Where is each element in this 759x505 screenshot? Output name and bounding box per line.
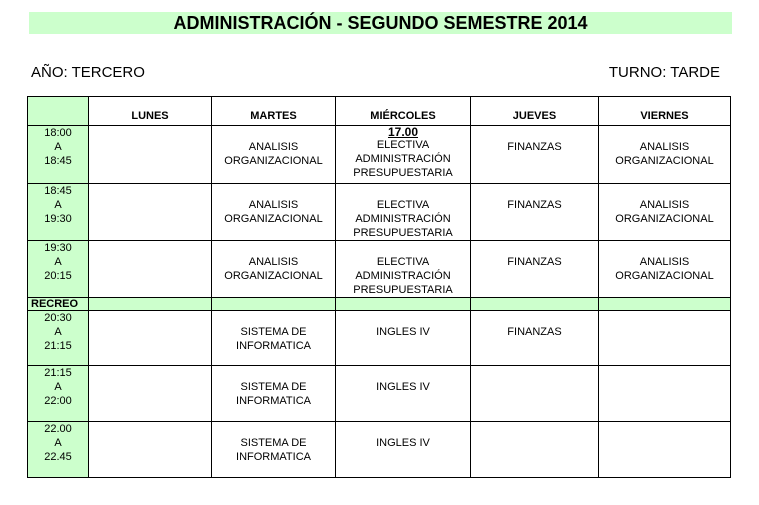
class-cell	[336, 422, 471, 478]
time-slot-row	[28, 366, 731, 422]
cell-text: 21:15	[44, 367, 72, 379]
day-header: LUNES	[89, 97, 212, 126]
corner-cell	[28, 97, 89, 126]
cell-text: ANALISIS	[639, 141, 690, 153]
class-cell	[471, 366, 599, 422]
cell-text: A	[54, 199, 62, 211]
class-cell	[212, 422, 336, 478]
cell-text: A	[54, 437, 62, 449]
header-row	[28, 97, 731, 126]
cell-text: 20:30	[44, 312, 72, 324]
cell-text: 22.00	[44, 423, 72, 435]
break-label: RECREO	[28, 298, 89, 311]
cell-text: SISTEMA DE	[240, 437, 307, 449]
class-cell	[336, 241, 471, 298]
cell-text: SISTEMA DE	[240, 381, 307, 393]
cell-text: PRESUPUESTARIA	[353, 227, 453, 239]
cell-text: PRESUPUESTARIA	[353, 284, 453, 296]
class-cell	[89, 311, 212, 366]
class-cell	[599, 366, 731, 422]
cell-text: 18:45	[44, 155, 72, 167]
class-cell	[212, 241, 336, 298]
cell-text: ELECTIVA	[376, 139, 430, 151]
cell-text: A	[54, 326, 62, 338]
cell-text: ANALISIS	[248, 256, 299, 268]
time-cell	[28, 366, 89, 422]
time-note: 17.00	[387, 125, 419, 139]
cell-text: SISTEMA DE	[240, 326, 307, 338]
class-cell	[336, 366, 471, 422]
break-cell	[599, 298, 731, 311]
cell-text: 20:15	[44, 270, 72, 282]
cell-text: INFORMATICA	[236, 395, 311, 407]
time-slot-row	[28, 311, 731, 366]
class-cell	[336, 184, 471, 241]
cell-text: FINANZAS	[507, 141, 562, 153]
time-cell	[28, 311, 89, 366]
class-cell	[471, 184, 599, 241]
class-cell	[471, 241, 599, 298]
cell-text: ORGANIZACIONAL	[615, 270, 714, 282]
class-cell	[599, 422, 731, 478]
class-cell	[212, 311, 336, 366]
year-label: AÑO: TERCERO	[31, 64, 145, 81]
cell-text: ADMINISTRACIÓN	[355, 270, 451, 282]
cell-text: 22.45	[44, 451, 72, 463]
cell-text: FINANZAS	[507, 326, 562, 338]
cell-text: 21:15	[44, 340, 72, 352]
cell-text: INFORMATICA	[236, 451, 311, 463]
cell-text: INGLES IV	[376, 381, 430, 393]
class-cell	[212, 366, 336, 422]
cell-text: ANALISIS	[248, 141, 299, 153]
class-cell	[89, 184, 212, 241]
schedule-table	[27, 96, 731, 478]
class-cell	[599, 184, 731, 241]
class-cell	[471, 311, 599, 366]
class-cell	[89, 366, 212, 422]
cell-text: 19:30	[44, 242, 72, 254]
time-slot-row	[28, 422, 731, 478]
cell-text: ANALISIS	[639, 199, 690, 211]
class-cell	[471, 126, 599, 184]
day-header: MARTES	[212, 97, 336, 126]
class-cell	[599, 311, 731, 366]
break-cell	[336, 298, 471, 311]
cell-text: ADMINISTRACIÓN	[355, 213, 451, 225]
time-cell	[28, 184, 89, 241]
shift-label: TURNO: TARDE	[608, 64, 720, 81]
break-cell	[89, 298, 212, 311]
cell-text: INGLES IV	[376, 437, 430, 449]
cell-text: ELECTIVA	[376, 256, 430, 268]
day-header: JUEVES	[471, 97, 599, 126]
break-cell	[212, 298, 336, 311]
class-cell	[599, 241, 731, 298]
class-cell	[89, 126, 212, 184]
class-cell	[212, 126, 336, 184]
time-slot-row	[28, 126, 731, 184]
cell-text: PRESUPUESTARIA	[353, 167, 453, 179]
class-cell	[89, 422, 212, 478]
day-header: MIÉRCOLES	[336, 97, 471, 126]
time-slot-row	[28, 184, 731, 241]
cell-text: ELECTIVA	[376, 199, 430, 211]
cell-text: ANALISIS	[639, 256, 690, 268]
class-cell	[599, 126, 731, 184]
cell-text: INFORMATICA	[236, 340, 311, 352]
time-cell	[28, 126, 89, 184]
cell-text: A	[54, 256, 62, 268]
cell-text: INGLES IV	[376, 326, 430, 338]
cell-text: 18:45	[44, 185, 72, 197]
cell-text: ORGANIZACIONAL	[224, 155, 323, 167]
cell-text: A	[54, 141, 62, 153]
cell-text: ORGANIZACIONAL	[224, 270, 323, 282]
break-cell	[471, 298, 599, 311]
time-cell	[28, 422, 89, 478]
class-cell	[336, 126, 471, 184]
class-cell	[336, 311, 471, 366]
break-row	[28, 298, 731, 311]
cell-text: 22:00	[44, 395, 72, 407]
page-title: ADMINISTRACIÓN - SEGUNDO SEMESTRE 2014	[29, 12, 732, 34]
cell-text: 18:00	[44, 127, 72, 139]
cell-text: 19:30	[44, 213, 72, 225]
cell-text: A	[54, 381, 62, 393]
day-header: VIERNES	[599, 97, 731, 126]
class-cell	[89, 241, 212, 298]
time-slot-row	[28, 241, 731, 298]
cell-text: ORGANIZACIONAL	[615, 155, 714, 167]
cell-text: ADMINISTRACIÓN	[355, 153, 451, 165]
cell-text: ORGANIZACIONAL	[224, 213, 323, 225]
class-cell	[471, 422, 599, 478]
cell-text: ANALISIS	[248, 199, 299, 211]
class-cell	[212, 184, 336, 241]
cell-text: FINANZAS	[507, 199, 562, 211]
time-cell	[28, 241, 89, 298]
cell-text: FINANZAS	[507, 256, 562, 268]
cell-text: ORGANIZACIONAL	[615, 213, 714, 225]
